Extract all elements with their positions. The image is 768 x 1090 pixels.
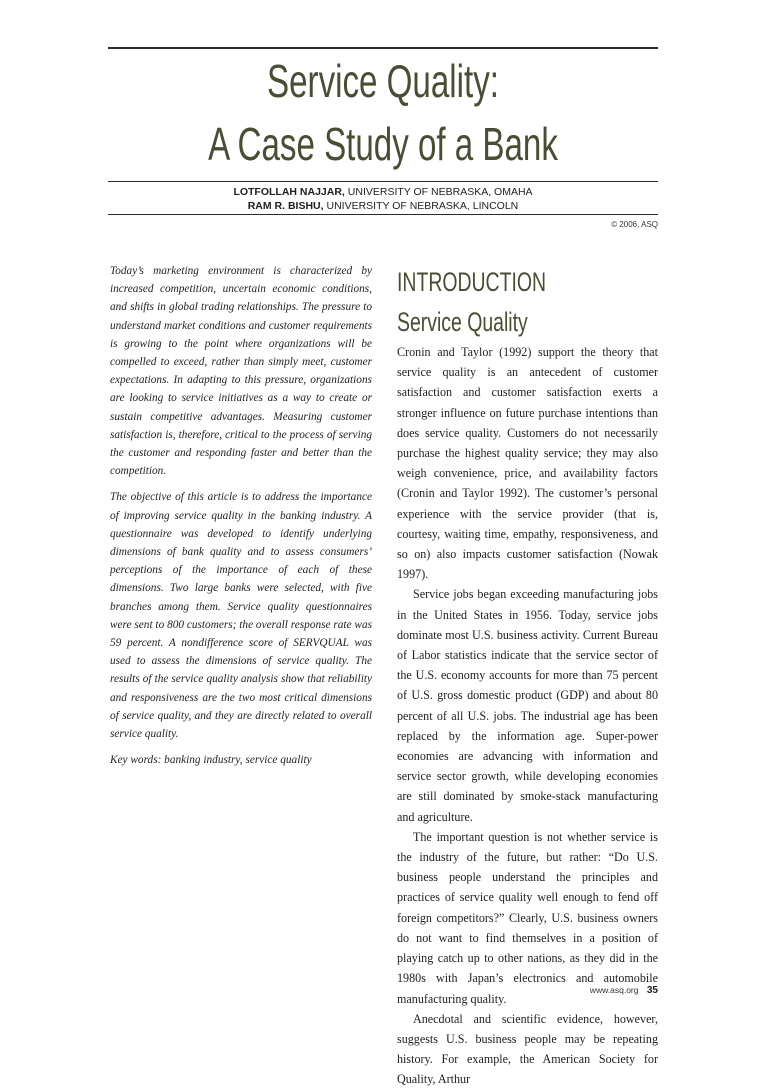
- section-heading: INTRODUCTION: [397, 267, 547, 297]
- author-rule: [108, 214, 658, 215]
- body-paragraph-3: The important question is not whether service is the industry of the future, but rather: “Do U.S. business people understand the principles and practices of service quality well enough to fend off foreign competitors?” Clearly, U.S. business owners do not want to find themselves in a position of playing catch up to other nations, as they did in the 1980s with Japan’s electronics and automobile manufacturing quality.: [397, 829, 658, 1006]
- top-rule: [108, 47, 658, 49]
- body-paragraph-2: Service jobs began exceeding manufacturing jobs in the United States in 1956. Today, service jobs dominate most U.S. business activity. Current Bureau of Labor statistics indicate that the service sector of the U.S. economy accounts for more than 75 percent of U.S. gross domestic product (GDP) and about 80 percent of all U.S. jobs. The industrial age has been replaced by the information age. Super-power economies are advancing with information and service sector growth, while developing economies are still dominated by smoke-stack manufacturing and agriculture.: [397, 587, 658, 824]
- article-title-line-1: Service Quality:: [267, 55, 499, 107]
- page-number: 35: [646, 985, 658, 996]
- body-text: [397, 342, 658, 1090]
- author-1-name: LOTFOLLAH NAJJAR,: [233, 186, 345, 198]
- footer-url: www.asq.org: [589, 985, 639, 995]
- body-paragraph-4: Anecdotal and scientific evidence, however, suggests U.S. business people may be repeating history. For example, the American Society for Quality, Arthur: [397, 1011, 658, 1087]
- title-rule: [108, 181, 658, 182]
- page-footer: [590, 985, 658, 996]
- keywords: Key words: banking industry, service quality: [110, 754, 312, 767]
- author-1: [108, 186, 658, 198]
- author-2: [108, 200, 658, 212]
- abstract-paragraph-2: The objective of this article is to address the importance of improving service quality in the banking industry. A questionnaire was developed to identify underlying dimensions of bank quality and to assess consumers’ perceptions of the importance of each of these dimensions. Two large banks were selected, with five branches among them. Service quality questionnaires were sent to 800 customers; the overall response rate was 59 percent. A nondifference score of SERVQUAL was used to assess the dimensions of service quality. The results of the service quality analysis show that reliability and responsiveness are the two most critical dimensions of service quality, and they are directly related to overall service quality.: [110, 491, 372, 741]
- author-2-affiliation: UNIVERSITY OF NEBRASKA, LINCOLN: [326, 200, 519, 212]
- main-column: [397, 262, 658, 1090]
- abstract-paragraph-1: Today’s marketing environment is characterized by increased competition, uncertain economic conditions, and shifts in global trading relationships. The pressure to understand market conditions and customer requirements is growing to the point where organizations will be compelled to exceed, rather than simply meet, customer expectations. In adapting to this pressure, organizations are looking to service initiatives as a way to create or sustain competitive advantages. Measuring customer satisfaction is, therefore, critical to the process of serving the customer and responding faster and better than the competition.: [110, 265, 372, 478]
- author-1-affiliation: UNIVERSITY OF NEBRASKA, OMAHA: [347, 186, 533, 198]
- subsection-heading: Service Quality: [397, 307, 528, 337]
- body-paragraph-1: Cronin and Taylor (1992) support the theory that service quality is an antecedent of customer satisfaction and customer satisfaction exerts a stronger influence on future purchase intentions than does service quality. Customers do not necessarily purchase the highest quality service; they may also weigh convenience, price, and availability factors (Cronin and Taylor 1992). The customer’s personal experience with the service provider (that is, courtesy, waiting time, empathy, responsiveness, and so on) also impacts customer satisfaction (Nowak 1997).: [397, 345, 658, 582]
- author-2-name: RAM R. BISHU,: [247, 200, 324, 212]
- copyright-notice: © 2006, ASQ: [611, 220, 658, 229]
- article-title-line-2: A Case Study of a Bank: [208, 118, 558, 170]
- abstract: [110, 262, 372, 777]
